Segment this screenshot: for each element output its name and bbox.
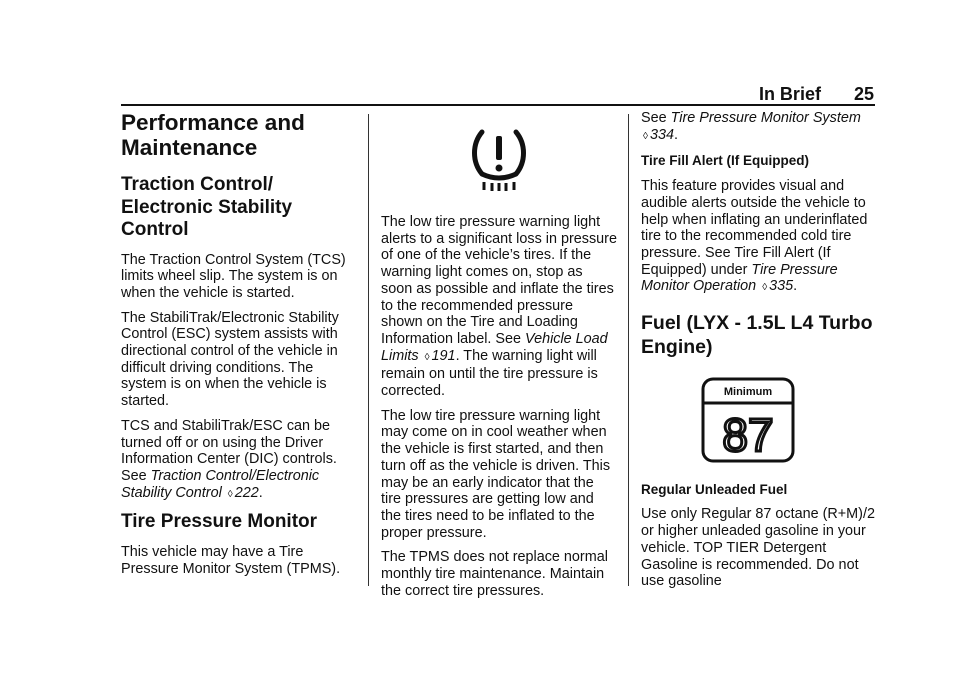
- paragraph-text: TCS and StabiliTrak/ESC can be turned off or on using the Driver Information Center (DIC) controls. See: [121, 417, 337, 484]
- tire-fill-alert-heading: Tire Fill Alert (If Equipped): [641, 153, 810, 169]
- column-1: [121, 110, 353, 585]
- octane-label: Minimum: [723, 386, 773, 399]
- paragraph: This vehicle may have a Tire Pressure Monitor System (TPMS).: [121, 543, 341, 577]
- tire-pressure-warning-icon: [381, 116, 617, 200]
- regular-unleaded-heading: Regular Unleaded Fuel: [641, 481, 788, 497]
- page-reference[interactable]: 222: [234, 484, 259, 501]
- page-reference-icon: ◊: [762, 282, 768, 294]
- paragraph: See Tire Pressure Monitor System ◊ 334.: [641, 110, 861, 143]
- cross-reference-link[interactable]: Tire Pressure Monitor System: [670, 110, 861, 126]
- header-rule: [121, 104, 875, 106]
- page-reference[interactable]: 334: [649, 126, 674, 143]
- paragraph: TCS and StabiliTrak/ESC can be turned off or on using the Driver Information Center (DIC) controls. See Traction Control/Electronic Stability Control ◊ 222.: [121, 417, 337, 501]
- paragraph: The low tire pressure warning light alerts to a significant loss in pressure of one of the vehicle’s tires. If the warning light comes on, stop as soon as possible and inflate the tires to the recommended pressure shown on the Tire and Loading Information label. See Vehicle Load Limits ◊ 191. The warning light will remain on until the tire pressure is corrected.: [381, 214, 617, 400]
- fuel-heading: Fuel (LYX - 1.5L L4 Turbo Engine): [641, 312, 873, 359]
- page-reference-icon: ◊: [227, 488, 233, 500]
- tire-pressure-monitor-heading: Tire Pressure Monitor: [121, 511, 318, 533]
- column-divider: [628, 114, 629, 586]
- section-title: In Brief: [758, 84, 821, 104]
- cross-reference-link[interactable]: Traction Control/Electronic Stability Control: [121, 467, 320, 501]
- paragraph: The TPMS does not replace normal monthly tire maintenance. Maintain the correct tire pressures.: [381, 549, 608, 599]
- page-reference-icon: ◊: [643, 130, 648, 142]
- column-2: [381, 110, 617, 607]
- paragraph: Use only Regular 87 octane (R+M)/2 or higher unleaded gasoline in your vehicle. TOP TIER Detergent Gasoline is recommended. Do not use gasoline: [641, 506, 875, 590]
- paragraph: This feature provides visual and audible alerts outside the vehicle to help when inflating an underinflated tire to the recommended cold tire pressure. See Tire Fill Alert (If Equipped) under Tire Pressure Monitor Operation ◊ 335.: [641, 178, 868, 295]
- page-reference[interactable]: 335: [769, 278, 794, 295]
- column-divider: [368, 114, 369, 586]
- octane-label-icon: [701, 377, 877, 468]
- paragraph: The Traction Control System (TCS) limits wheel slip. The system is on when the vehicle is started.: [121, 251, 346, 301]
- traction-control-heading: Traction Control/ Electronic Stability Control: [121, 174, 293, 240]
- page-reference[interactable]: 191: [431, 347, 456, 364]
- paragraph: The StabiliTrak/Electronic Stability Control (ESC) system assists with directional control of the vehicle in difficult driving conditions. The system is on when the vehicle is started.: [121, 309, 339, 410]
- page-header: [759, 84, 874, 105]
- paragraph: The low tire pressure warning light may come on in cool weather when the vehicle is first started, and then turn off as the vehicle is driven. This may be an early indicator that the tire pressures are getting low and the tires need to be inflated to the proper pressure.: [381, 407, 611, 541]
- cross-reference-link[interactable]: Tire Pressure Monitor Operation: [641, 261, 838, 295]
- page-reference-icon: ◊: [424, 351, 430, 363]
- octane-value: 87: [722, 409, 774, 462]
- page-number: 25: [853, 84, 874, 104]
- section-heading: Performance and Maintenance: [121, 110, 305, 160]
- cross-reference-link[interactable]: Vehicle Load Limits: [381, 330, 608, 364]
- column-3: [641, 110, 877, 598]
